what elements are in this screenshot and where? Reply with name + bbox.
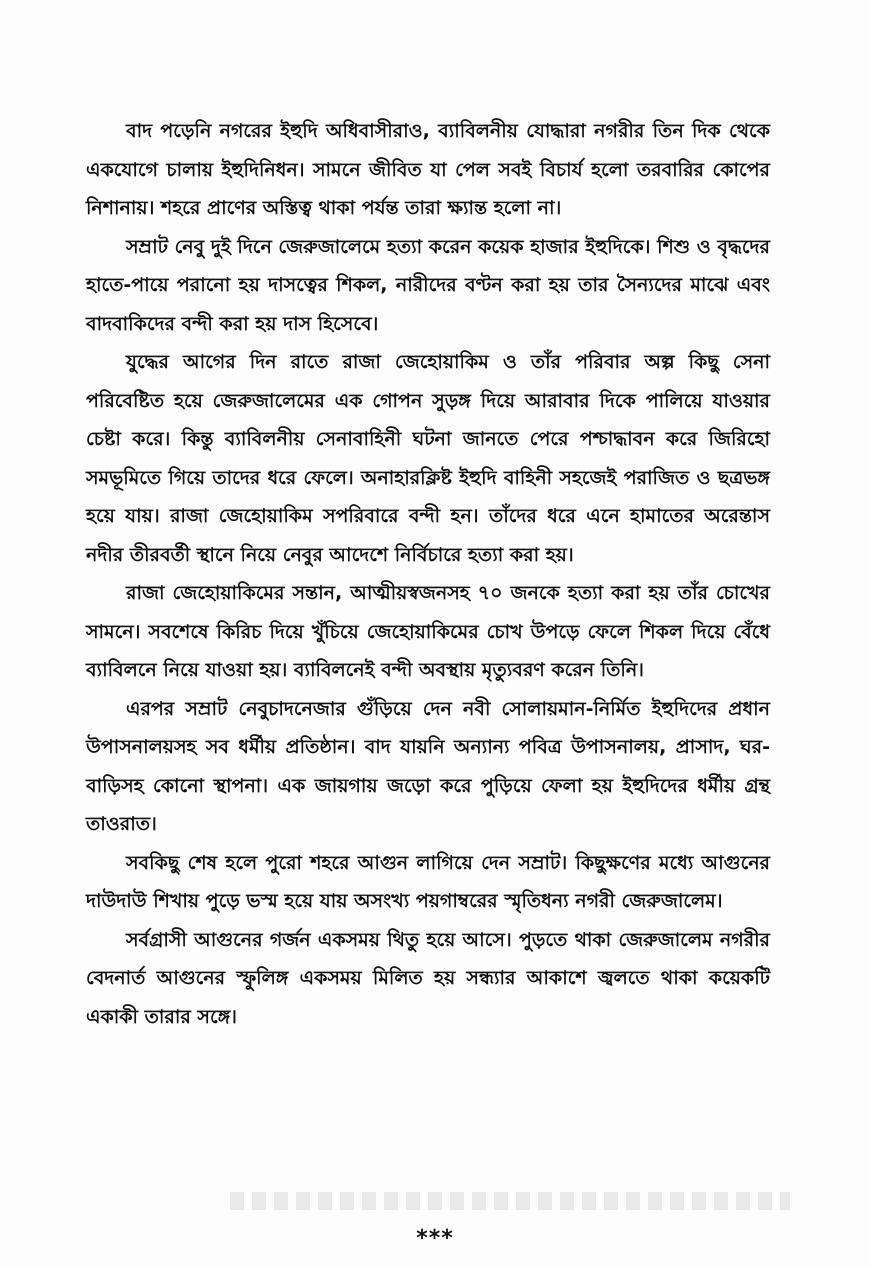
show-through-texture	[230, 1192, 790, 1210]
body-text	[86, 112, 770, 1036]
section-separator: ***	[416, 1226, 454, 1251]
paragraph-3: যুদ্ধের আগের দিন রাতে রাজা জেহোয়াকিম ও তাঁর পরিবার অল্প কিছু সেনা পরিবেষ্টিত হয়ে জেরুজালেমের এক গোপন সুড়ঙ্গ দিয়ে আরাবার দিকে পালিয়ে যাওয়ার চেষ্টা করে। কিন্তু ব্যাবিলনীয় সেনাবাহিনী ঘটনা জানতে পেরে পশ্চাদ্ধাবন করে জিরিহো সমভূমিতে গিয়ে তাদের ধরে ফেলে। অনাহারক্লিষ্ট ইহুদি বাহিনী সহজেই পরাজিত ও ছত্রভঙ্গ হয়ে যায়। রাজা জেহোয়াকিম সপরিবারে বন্দী হন। তাঁদের ধরে এনে হামাতের অরেন্তাস নদীর তীরবর্তী স্থানে নিয়ে নেবুর আদেশে নির্বিচারে হত্যা করা হয়।	[86, 351, 770, 566]
paragraph-7: সর্বগ্রাসী আগুনের গর্জন একসময় থিতু হয়ে আসে। পুড়তে থাকা জেরুজালেম নগরীর বেদনার্ত আগুনের স্ফুলিঙ্গ একসময় মিলিত হয় সন্ধ্যার আকাশে জ্বলতে থাকা কয়েকটি একাকী তারার সঙ্গে।	[86, 928, 770, 1028]
paragraph-6: সবকিছু শেষ হলে পুরো শহরে আগুন লাগিয়ে দেন সম্রাট। কিছুক্ষণের মধ্যে আগুনের দাউদাউ শিখায় পুড়ে ভস্ম হয়ে যায় অসংখ্য পয়গাম্বরের স্মৃতিধন্য নগরী জেরুজালেম।	[86, 851, 770, 912]
paragraph-2: সম্রাট নেবু দুই দিনে জেরুজালেমে হত্যা করেন কয়েক হাজার ইহুদিকে। শিশু ও বৃদ্ধদের হাতে-পায়ে পরানো হয় দাসত্বের শিকল, নারীদের বণ্টন করা হয় তার সৈন্যদের মাঝে এবং বাদবাকিদের বন্দী করা হয় দাস হিসেবে।	[86, 235, 770, 335]
paragraph-1: বাদ পড়েনি নগরের ইহুদি অধিবাসীরাও, ব্যাবিলনীয় যোদ্ধারা নগরীর তিন দিক থেকে একযোগে চালায় ইহুদিনিধন। সামনে জীবিত যা পেল সবই বিচার্য হলো তরবারির কোপের নিশানায়। শহরে প্রাণের অস্তিত্ব থাকা পর্যন্ত তারা ক্ষ্যান্ত হলো না।	[86, 120, 770, 219]
paragraph-4: রাজা জেহোয়াকিমের সন্তান, আত্মীয়স্বজনসহ ৭০ জনকে হত্যা করা হয় তাঁর চোখের সামনে। সবশেষে কিরিচ দিয়ে খুঁচিয়ে জেহোয়াকিমের চোখ উপড়ে ফেলে শিকল দিয়ে বেঁধে ব্যাবিলনে নিয়ে যাওয়া হয়। ব্যাবিলনেই বন্দী অবস্থায় মৃত্যুবরণ করেন তিনি।	[86, 582, 770, 681]
paragraph-5: এরপর সম্রাট নেবুচাদনেজার গুঁড়িয়ে দেন নবী সোলায়মান-নির্মিত ইহুদিদের প্রধান উপাসনালয়সহ সব ধর্মীয় প্রতিষ্ঠান। বাদ যায়নি অন্যান্য পবিত্র উপাসনালয়, প্রাসাদ, ঘর-বাড়িসহ কোনো স্থাপনা। এক জায়গায় জড়ো করে পুড়িয়ে ফেলা হয় ইহুদিদের ধর্মীয় গ্রন্থ তাওরাত।	[86, 697, 770, 835]
